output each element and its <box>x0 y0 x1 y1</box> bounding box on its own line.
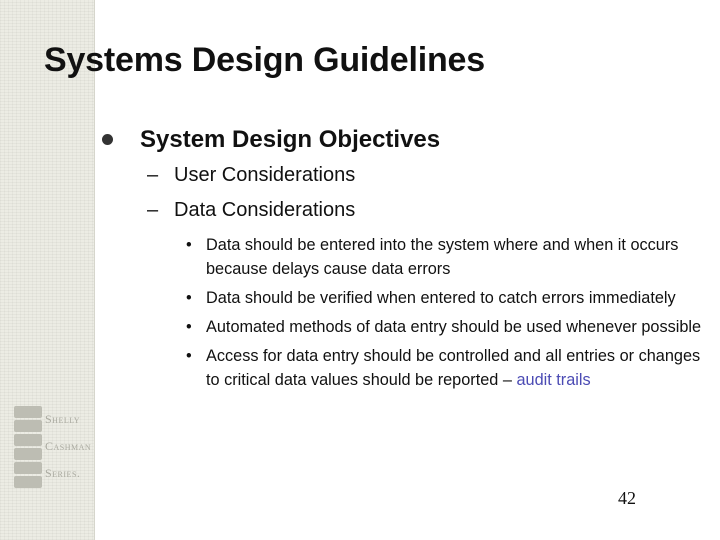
logo-line-1: Shelly <box>45 412 81 426</box>
level3-list <box>186 233 716 397</box>
level3-text: Access for data entry should be controlled and all entries or changes to critical data values should be reported – <box>206 347 701 389</box>
dash-marker: – <box>147 164 159 186</box>
bullet-marker: • <box>186 347 192 365</box>
slide-title: Systems Design Guidelines <box>44 41 485 79</box>
level3-text: Automated methods of data entry should be used whenever possible <box>206 318 702 336</box>
level3-text: Data should be verified when entered to catch errors immediately <box>206 289 676 307</box>
logo-line-2: Cashman <box>45 439 92 453</box>
shelly-cashman-logo <box>14 404 92 494</box>
bullet-marker: • <box>186 289 192 307</box>
dash-marker: – <box>147 199 159 221</box>
level2-text: User Considerations <box>174 164 356 186</box>
bullet-marker: • <box>186 318 192 336</box>
filled-circle-bullet-icon <box>102 134 113 145</box>
level3-item <box>186 344 716 392</box>
level1-text: System Design Objectives <box>140 126 441 153</box>
logo-line-3: Series. <box>45 466 81 480</box>
bullet-marker: • <box>186 236 192 254</box>
page-number: 42 <box>618 488 636 508</box>
level3-item <box>186 233 716 281</box>
level3-item <box>186 315 716 339</box>
level2-text: Data Considerations <box>174 199 356 221</box>
audit-trails-link[interactable]: audit trails <box>516 371 591 389</box>
level3-text: Data should be entered into the system where and when it occurs because delays cause data errors <box>206 236 679 278</box>
level3-item <box>186 286 716 310</box>
logo-mark-icon <box>14 406 42 490</box>
logo-wordmark <box>45 406 92 487</box>
